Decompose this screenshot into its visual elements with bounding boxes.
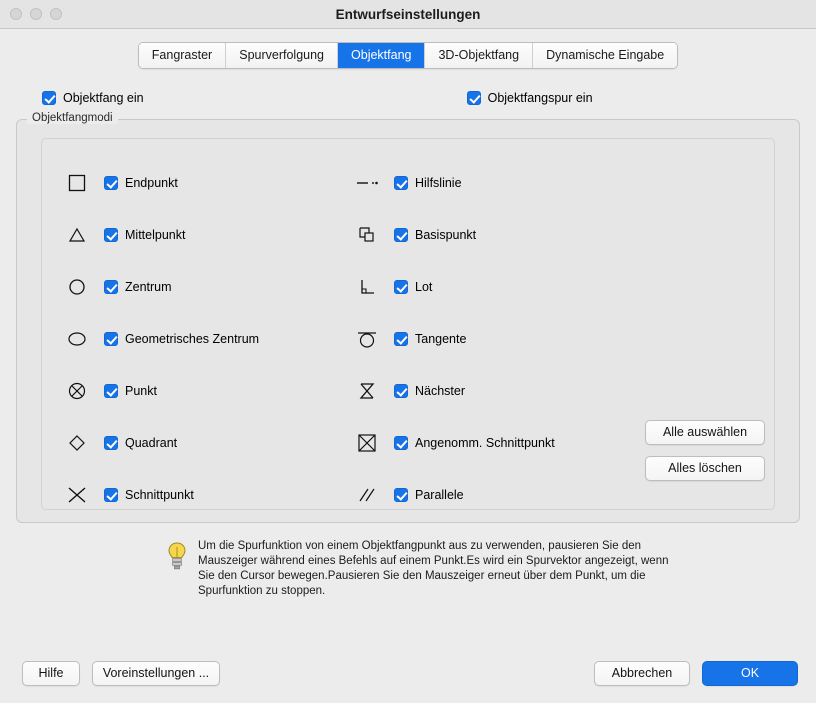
checkmark-icon[interactable] — [394, 488, 408, 502]
tab-dynamische-eingabe[interactable]: Dynamische Eingabe — [533, 43, 677, 68]
maximize-window-button[interactable] — [50, 8, 62, 20]
dashed-line-icon — [352, 170, 382, 196]
title-bar — [0, 0, 816, 29]
tab-spurverfolgung[interactable]: Spurverfolgung — [226, 43, 338, 68]
snap-mode-naechster-label: Nächster — [415, 384, 466, 398]
snap-mode-quadrant[interactable] — [62, 417, 352, 469]
objektfangmodi-group — [16, 112, 800, 523]
help-button[interactable]: Hilfe — [22, 661, 80, 686]
tab-bar — [16, 29, 800, 69]
dialog-footer — [16, 661, 800, 687]
checkmark-icon[interactable] — [104, 384, 118, 398]
snap-mode-tangente[interactable] — [352, 313, 774, 365]
checkmark-icon[interactable] — [104, 332, 118, 346]
x-cross-icon — [62, 482, 92, 508]
snap-mode-punkt-label: Punkt — [125, 384, 157, 398]
snap-mode-hilfslinie[interactable] — [352, 157, 774, 209]
snap-mode-mittelpunkt-label: Mittelpunkt — [125, 228, 186, 242]
checkmark-icon[interactable] — [394, 228, 408, 242]
checkmark-icon[interactable] — [394, 176, 408, 190]
checkmark-icon[interactable] — [104, 488, 118, 502]
checkmark-icon[interactable] — [467, 91, 481, 105]
cancel-button[interactable]: Abbrechen — [594, 661, 690, 686]
snap-mode-hilfslinie-label: Hilfslinie — [415, 176, 462, 190]
tangent-icon — [352, 326, 382, 352]
checkmark-icon[interactable] — [394, 280, 408, 294]
parallel-lines-icon — [352, 482, 382, 508]
snap-mode-quadrant-label: Quadrant — [125, 436, 178, 450]
checkmark-icon[interactable] — [394, 332, 408, 346]
checkbox-objektfangspur-ein-label: Objektfangspur ein — [487, 91, 593, 105]
diamond-icon — [62, 430, 92, 456]
preferences-button[interactable]: Voreinstellungen ... — [92, 661, 220, 686]
group-title: Objektfangmodi — [27, 112, 118, 124]
tab-3d-objektfang[interactable]: 3D-Objektfang — [425, 43, 533, 68]
snap-mode-angenommener-schnittpunkt-label: Angenomm. Schnittpunkt — [415, 436, 555, 450]
checkbox-objektfang-ein-label: Objektfang ein — [63, 91, 144, 105]
snap-mode-basispunkt-label: Basispunkt — [415, 228, 477, 242]
square-icon — [62, 170, 92, 196]
snap-mode-geometrisches-zentrum-label: Geometrisches Zentrum — [125, 332, 260, 346]
checkmark-icon[interactable] — [104, 228, 118, 242]
snap-mode-zentrum-label: Zentrum — [125, 280, 172, 294]
checkmark-icon[interactable] — [104, 176, 118, 190]
close-window-button[interactable] — [10, 8, 22, 20]
hint-text: Um die Spurfunktion von einem Objektfangpunkt aus zu verwenden, pausieren Sie den Mauszeiger während eines Befehls auf einem Punkt.Es wird ein Spurvektor angezeigt, wenn Sie den Cursor bewegen.Pausieren Sie den Mauszeiger erneut über dem Punkt, um die Spurfunktion zu stoppen. — [198, 540, 669, 597]
dialog-body — [0, 29, 816, 703]
select-all-button[interactable]: Alle auswählen — [645, 420, 765, 445]
snap-mode-schnittpunkt-label: Schnittpunkt — [125, 488, 194, 502]
snap-mode-basispunkt[interactable] — [352, 209, 774, 261]
hourglass-icon — [352, 378, 382, 404]
checkbox-objektfangspur-ein[interactable] — [467, 91, 593, 105]
clear-all-button[interactable]: Alles löschen — [645, 456, 765, 481]
snap-mode-geometrisches-zentrum[interactable] — [62, 313, 352, 365]
top-options-row — [16, 91, 800, 105]
snap-mode-tangente-label: Tangente — [415, 332, 467, 346]
perpendicular-icon — [352, 274, 382, 300]
snap-mode-endpunkt-label: Endpunkt — [125, 176, 178, 190]
checkbox-objektfang-ein[interactable] — [42, 91, 144, 105]
hint-box — [166, 539, 686, 599]
ellipse-icon — [62, 326, 92, 352]
tab-fangraster[interactable]: Fangraster — [139, 43, 226, 68]
tab-objektfang[interactable]: Objektfang — [338, 43, 425, 68]
checkmark-icon[interactable] — [394, 384, 408, 398]
snap-mode-lot[interactable] — [352, 261, 774, 313]
checkmark-icon[interactable] — [42, 91, 56, 105]
minimize-window-button[interactable] — [30, 8, 42, 20]
checkmark-icon[interactable] — [104, 280, 118, 294]
circle-cross-icon — [62, 378, 92, 404]
snap-mode-mittelpunkt[interactable] — [62, 209, 352, 261]
snap-mode-endpunkt[interactable] — [62, 157, 352, 209]
triangle-icon — [62, 222, 92, 248]
snap-mode-parallele-label: Parallele — [415, 488, 464, 502]
circle-icon — [62, 274, 92, 300]
snap-mode-punkt[interactable] — [62, 365, 352, 417]
lightbulb-icon — [166, 539, 188, 599]
checkmark-icon[interactable] — [394, 436, 408, 450]
snap-mode-naechster[interactable] — [352, 365, 774, 417]
boxed-x-icon — [352, 430, 382, 456]
insert-icon — [352, 222, 382, 248]
snap-mode-schnittpunkt[interactable] — [62, 469, 352, 521]
checkmark-icon[interactable] — [104, 436, 118, 450]
window-title: Entwurfseinstellungen — [335, 6, 481, 22]
ok-button[interactable]: OK — [702, 661, 798, 686]
snap-mode-zentrum[interactable] — [62, 261, 352, 313]
window-controls[interactable] — [10, 8, 62, 20]
group-side-buttons — [645, 420, 765, 481]
snap-mode-lot-label: Lot — [415, 280, 433, 294]
